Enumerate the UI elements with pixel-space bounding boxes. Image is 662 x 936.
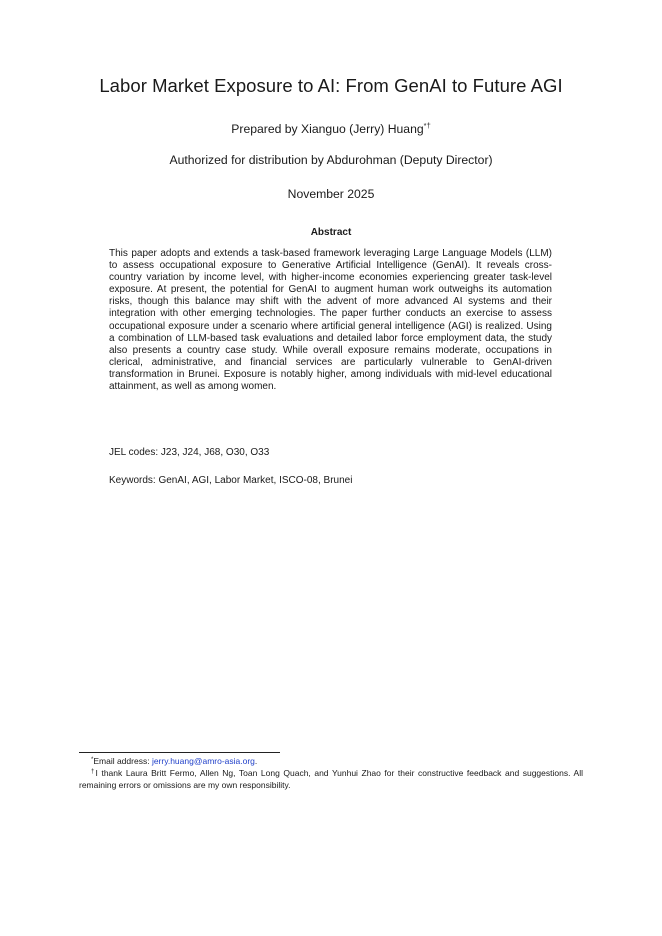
footnote-email-label: Email address: xyxy=(93,756,152,766)
jel-codes: JEL codes: J23, J24, J68, O30, O33 xyxy=(109,447,270,458)
publication-date: November 2025 xyxy=(287,187,375,201)
footnote-email-end: . xyxy=(254,756,258,766)
authorization-line: Authorized for distribution by Abdurohman (Deputy Director) xyxy=(169,153,493,167)
email-link[interactable]: jerry.huang@amro-asia.org xyxy=(151,756,255,766)
footnote-divider xyxy=(79,752,280,753)
footnote-acknowledgement-text: I thank Laura Britt Fermo, Allen Ng, Toan Long Quach, and Yunhui Zhao for their constructive feedback and suggestions. All remaining errors or omissions are my own responsibility. xyxy=(79,768,583,790)
abstract-body: This paper adopts and extends a task-based framework leveraging Large Language Models (LLM) to assess occupational exposure to Generative Artificial Intelligence (GenAI). It reveals cross-country variation by income level, with higher-income economies experiencing greater task-level exposure. At present, the potential for GenAI to augment human work outweighs its automation risks, though this balance may shift with the advent of more advanced AI systems and their integration with other emerging technologies. The paper further conducts an exercise to assess occupational exposure under a scenario where artificial general intelligence (AGI) is realized. Using a combination of LLM-based task evaluations and detailed labor force employment data, the study also presents a country case study. While overall exposure remains moderate, occupations in clerical, administrative, and financial services are particularly vulnerable to GenAI-driven transformation in Brunei. Exposure is notably higher, among individuals with mid-level educational attainment, as well as among women. xyxy=(109,248,552,393)
footnote-acknowledgement xyxy=(79,768,583,791)
author-name: Prepared by Xianguo (Jerry) Huang xyxy=(231,122,424,136)
footnote-mark: † xyxy=(91,769,96,775)
author-line xyxy=(0,121,662,137)
abstract-heading: Abstract xyxy=(310,227,352,238)
paper-title: Labor Market Exposure to AI: From GenAI to Future AGI xyxy=(99,75,563,96)
footnote-mark: * xyxy=(91,757,94,763)
keywords: Keywords: GenAI, AGI, Labor Market, ISCO-08, Brunei xyxy=(109,475,353,486)
author-footnote-marks[interactable]: *† xyxy=(423,121,431,130)
footnote-email xyxy=(91,756,257,767)
